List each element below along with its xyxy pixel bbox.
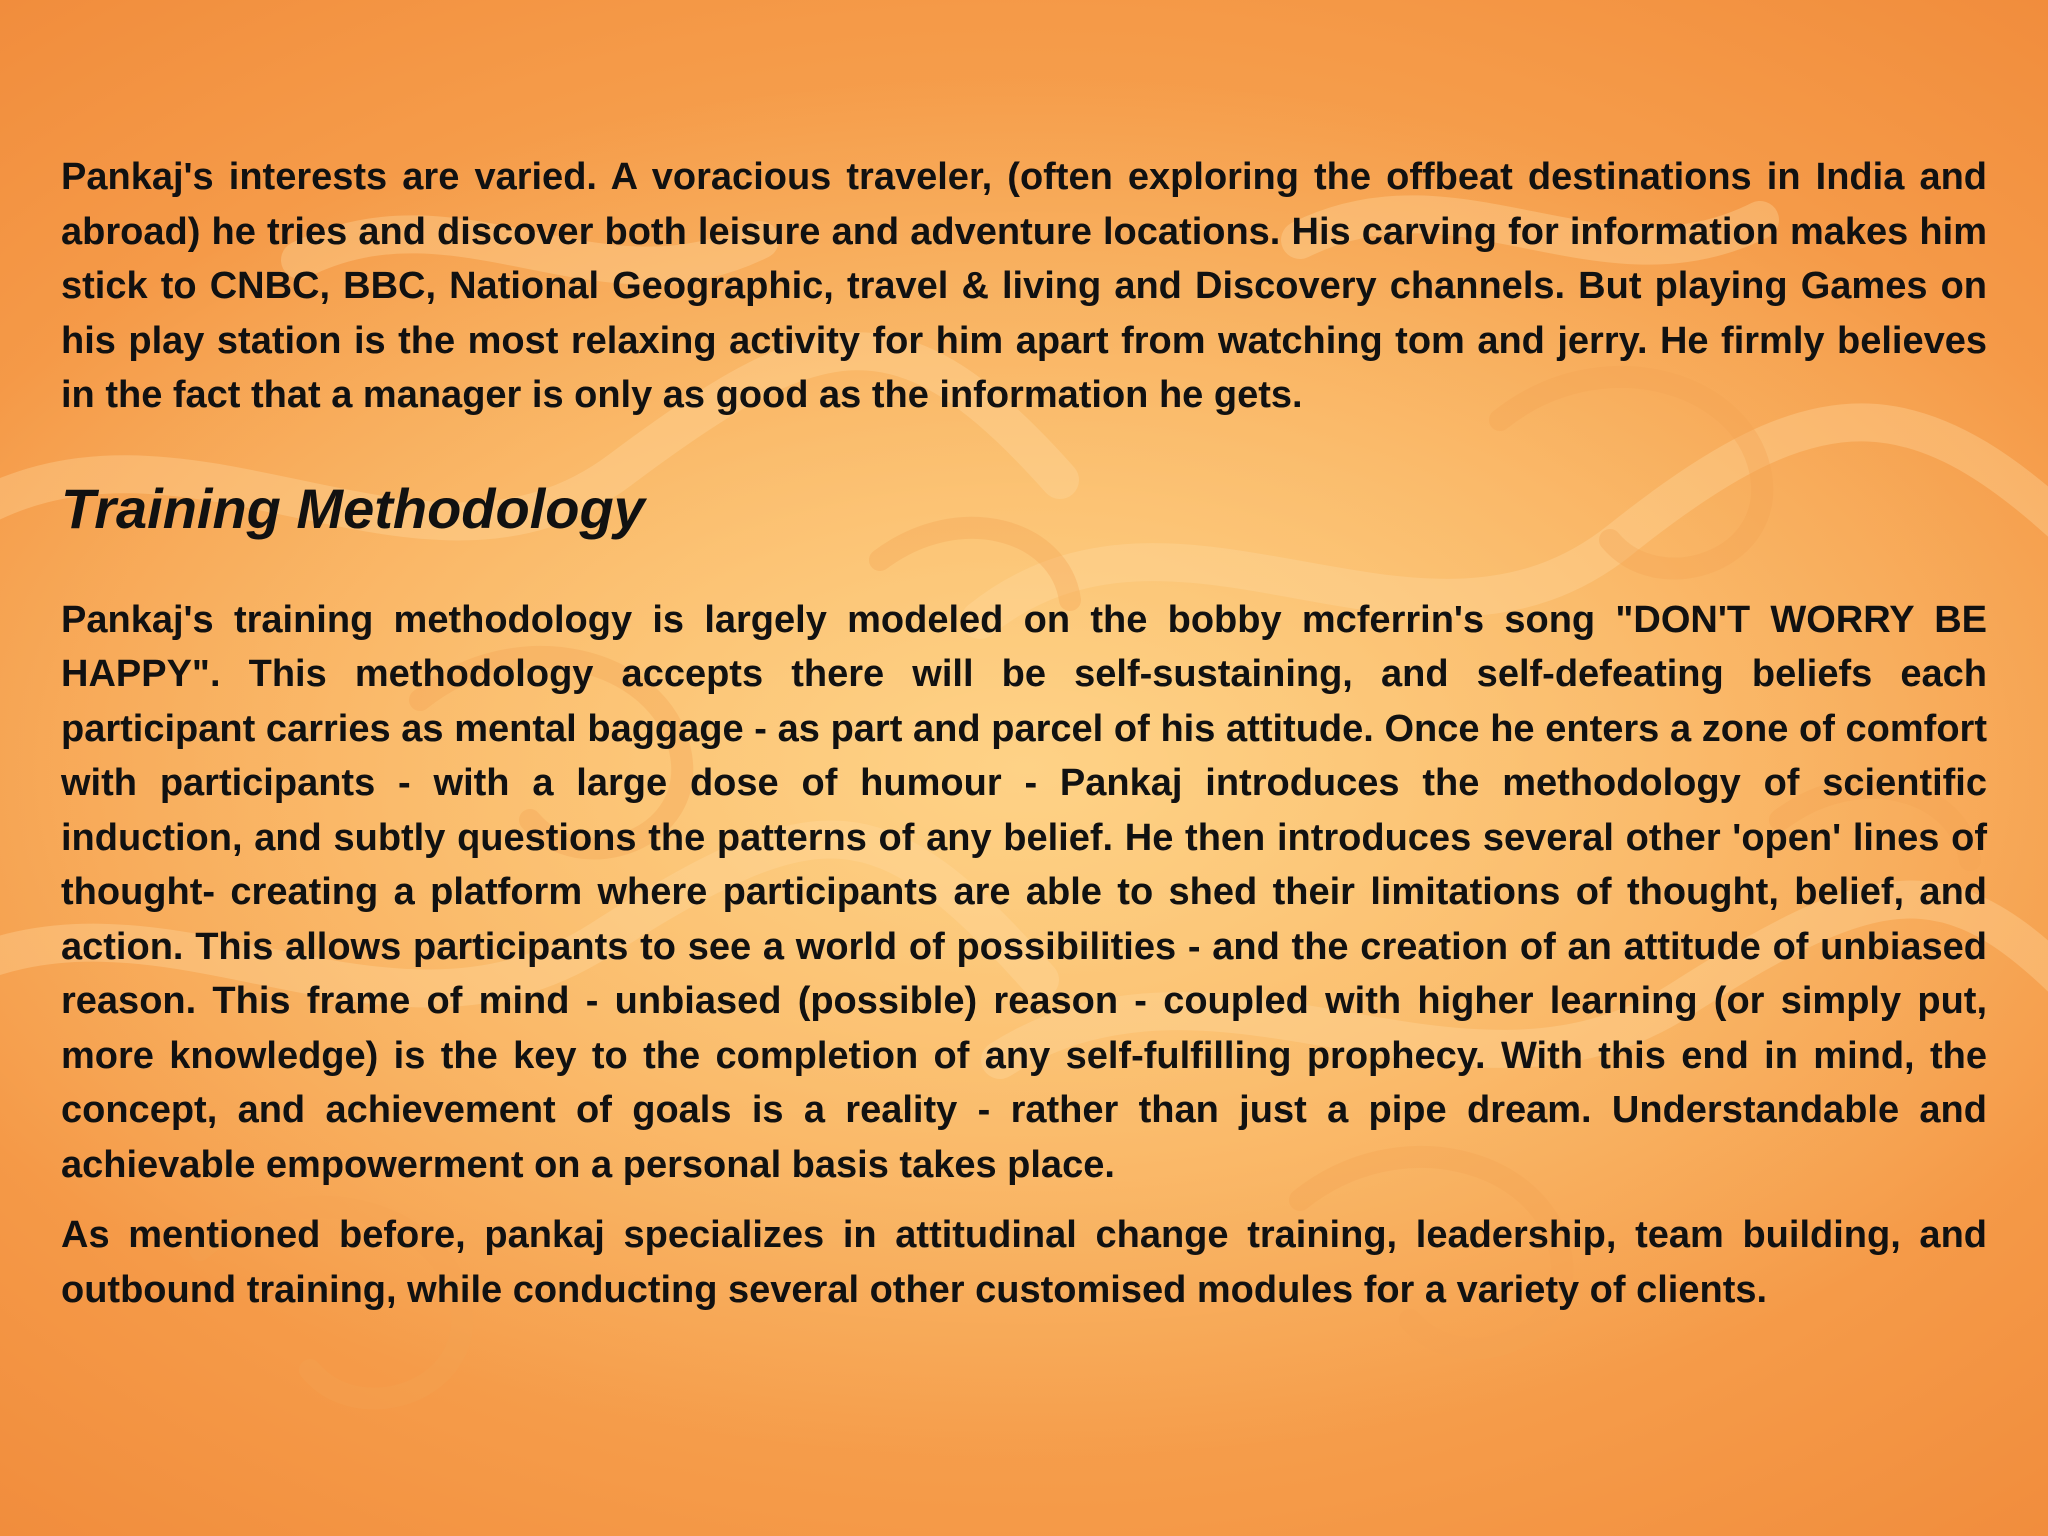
closing-paragraph: As mentioned before, pankaj specializes in attitudinal change training, leadership, team building, and outbound training, while conducting several other customised modules for a variety of clients.	[61, 1214, 1987, 1311]
section-heading: Training Methodology	[61, 476, 645, 540]
intro-paragraph: Pankaj's interests are varied. A voracious traveler, (often exploring the offbeat destinations in India and abroad) he tries and discover both leisure and adventure locations. His carving for information makes him stick to CNBC, BBC, National Geographic, travel & living and Discovery channels. But playing Games on his play station is the most relaxing activity for him apart from watching tom and jerry. He firmly believes in the fact that a manager is only as good as the information he gets.	[61, 156, 1987, 416]
slide-content	[61, 150, 1987, 1317]
methodology-paragraph: Pankaj's training methodology is largely modeled on the bobby mcferrin's song "DON'T WORRY BE HAPPY". This methodology accepts there will be self-sustaining, and self-defeating beliefs each participant carries as mental baggage - as part and parcel of his attitude. Once he enters a zone of comfort with participants - with a large dose of humour - Pankaj introduces the methodology of scientific induction, and subtly questions the patterns of any belief. He then introduces several other 'open' lines of thought- creating a platform where participants are able to shed their limitations of thought, belief, and action. This allows participants to see a world of possibilities - and the creation of an attitude of unbiased reason. This frame of mind - unbiased (possible) reason - coupled with higher learning (or simply put, more knowledge) is the key to the completion of any self-fulfilling prophecy. With this end in mind, the concept, and achievement of goals is a reality - rather than just a pipe dream. Understandable and achievable empowerment on a personal basis takes place.	[61, 598, 1987, 1186]
